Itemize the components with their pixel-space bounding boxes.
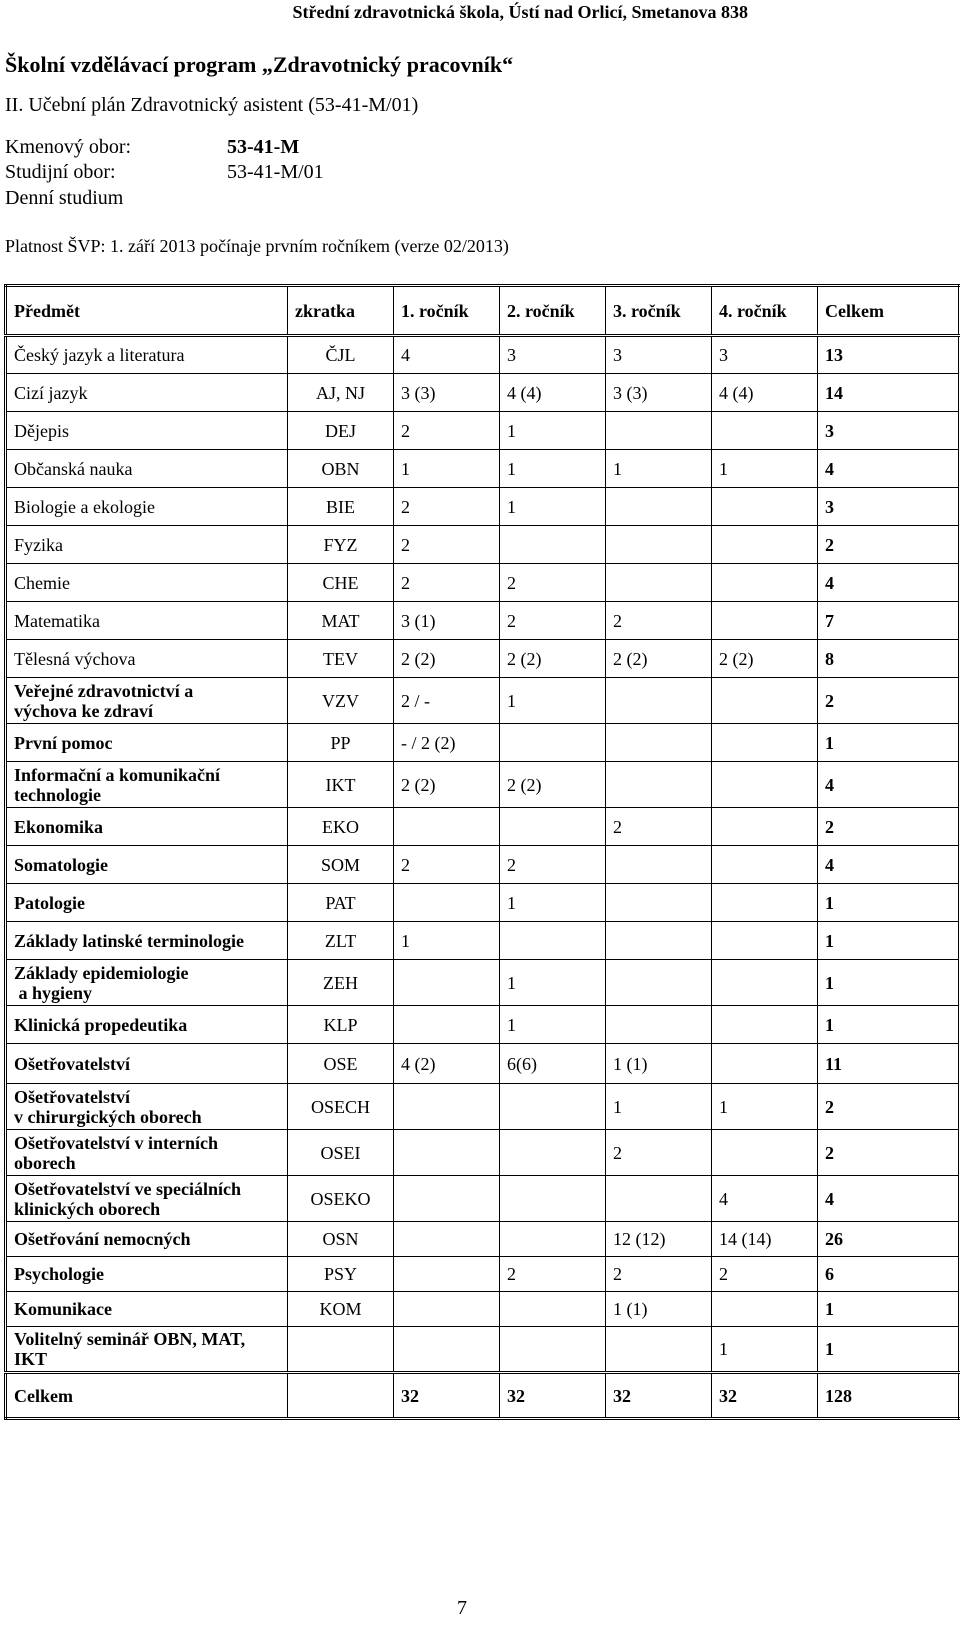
- abbr-cell: ZLT: [288, 922, 394, 960]
- total-cell: 4: [818, 846, 960, 884]
- subject-line: První pomoc: [14, 732, 113, 753]
- year4-cell: [712, 960, 818, 1006]
- programme-title: Školní vzdělávací program „Zdravotnický pracovník“: [5, 52, 514, 77]
- subject-cell: [6, 450, 288, 488]
- year1-cell: [394, 1176, 500, 1222]
- total-cell: 6: [818, 1257, 960, 1292]
- subject-cell: [6, 640, 288, 678]
- year4-cell: [712, 808, 818, 846]
- abbr-cell: OSEKO: [288, 1176, 394, 1222]
- year4-cell: 1: [712, 1084, 818, 1130]
- subject-cell: [6, 960, 288, 1006]
- year4-cell: [712, 564, 818, 602]
- col-abbr-header: zkratka: [288, 286, 394, 336]
- year2-cell: [500, 1327, 606, 1373]
- total-cell: 3: [818, 412, 960, 450]
- year2-cell: [500, 1176, 606, 1222]
- abbr-cell: [288, 1327, 394, 1373]
- table-row: [6, 1292, 960, 1327]
- subject-cell: [6, 678, 288, 724]
- total-year1-cell: 32: [394, 1373, 500, 1419]
- subject-cell: [6, 1292, 288, 1327]
- total-cell: 4: [818, 450, 960, 488]
- abbr-cell: KLP: [288, 1006, 394, 1044]
- table-row: [6, 678, 960, 724]
- subject-line: Dějepis: [14, 420, 69, 441]
- grand-total-cell: 128: [818, 1373, 960, 1419]
- table-row: [6, 846, 960, 884]
- subject-cell: [6, 412, 288, 450]
- subject-line: Komunikace: [14, 1299, 113, 1319]
- abbr-cell: IKT: [288, 762, 394, 808]
- abbr-cell: MAT: [288, 602, 394, 640]
- subject-cell: [6, 724, 288, 762]
- header-row: [6, 286, 960, 336]
- total-cell: 1: [818, 960, 960, 1006]
- year2-cell: [500, 1084, 606, 1130]
- year1-cell: 4: [394, 336, 500, 374]
- total-cell: 4: [818, 762, 960, 808]
- page-number: 7: [457, 1597, 467, 1619]
- year3-cell: [606, 922, 712, 960]
- table-row: [6, 922, 960, 960]
- base-field-label: Kmenový obor:: [5, 136, 132, 158]
- total-cell: 7: [818, 602, 960, 640]
- year2-cell: [500, 808, 606, 846]
- subject-line: Základy latinské terminologie: [14, 930, 245, 951]
- year3-cell: 3 (3): [606, 374, 712, 412]
- year1-cell: 3 (1): [394, 602, 500, 640]
- year1-cell: 2: [394, 412, 500, 450]
- year2-cell: 4 (4): [500, 374, 606, 412]
- year1-cell: [394, 1130, 500, 1176]
- subject-cell: [6, 808, 288, 846]
- year3-cell: [606, 488, 712, 526]
- year4-cell: 3: [712, 336, 818, 374]
- year2-cell: 1: [500, 1006, 606, 1044]
- col-year4-header: 4. ročník: [712, 286, 818, 336]
- total-cell: 14: [818, 374, 960, 412]
- subject-line: Ošetřovatelství: [14, 1053, 130, 1074]
- subject-line: Volitelný seminář OBN, MAT,: [14, 1329, 246, 1349]
- table-row: [6, 1006, 960, 1044]
- total-abbr-cell: [288, 1373, 394, 1419]
- subject-cell: [6, 336, 288, 374]
- table-row: [6, 450, 960, 488]
- year4-cell: [712, 846, 818, 884]
- abbr-cell: VZV: [288, 678, 394, 724]
- table-row: [6, 564, 960, 602]
- year1-cell: 2 (2): [394, 762, 500, 808]
- abbr-cell: DEJ: [288, 412, 394, 450]
- subject-cell: [6, 846, 288, 884]
- year3-cell: [606, 412, 712, 450]
- year2-cell: [500, 724, 606, 762]
- table-row: [6, 1130, 960, 1176]
- table-row: [6, 640, 960, 678]
- year4-cell: [712, 1130, 818, 1176]
- subject-line: Patologie: [14, 892, 85, 913]
- abbr-cell: OBN: [288, 450, 394, 488]
- total-row: [6, 1373, 960, 1419]
- total-cell: 2: [818, 808, 960, 846]
- subject-line: Občanská nauka: [14, 458, 133, 479]
- curriculum-table: [4, 284, 960, 1420]
- year4-cell: [712, 488, 818, 526]
- abbr-cell: PSY: [288, 1257, 394, 1292]
- subject-line: Ošetřovatelství v interních: [14, 1132, 218, 1153]
- year4-cell: [712, 762, 818, 808]
- subject-line: Matematika: [14, 610, 100, 631]
- subject-line: Ošetřovatelství: [14, 1086, 130, 1107]
- subject-cell: [6, 762, 288, 808]
- subject-line: technologie: [14, 784, 101, 805]
- year2-cell: 3: [500, 336, 606, 374]
- table-row: [6, 1044, 960, 1084]
- year4-cell: [712, 922, 818, 960]
- year3-cell: 1 (1): [606, 1292, 712, 1327]
- abbr-cell: TEV: [288, 640, 394, 678]
- year2-cell: [500, 922, 606, 960]
- year2-cell: 2: [500, 1257, 606, 1292]
- year1-cell: 2 / -: [394, 678, 500, 724]
- year3-cell: [606, 1006, 712, 1044]
- abbr-cell: CHE: [288, 564, 394, 602]
- subject-line: Český jazyk a literatura: [14, 345, 185, 365]
- base-field-line: [5, 136, 299, 159]
- table-row: [6, 336, 960, 374]
- abbr-cell: EKO: [288, 808, 394, 846]
- year2-cell: 1: [500, 488, 606, 526]
- year3-cell: [606, 1176, 712, 1222]
- total-cell: 1: [818, 724, 960, 762]
- year3-cell: [606, 762, 712, 808]
- subject-cell: [6, 1006, 288, 1044]
- year3-cell: [606, 960, 712, 1006]
- total-cell: 3: [818, 488, 960, 526]
- subject-line: Fyzika: [14, 534, 63, 555]
- year4-cell: [712, 1044, 818, 1084]
- subject-cell: [6, 374, 288, 412]
- abbr-cell: OSEI: [288, 1130, 394, 1176]
- table-row: [6, 374, 960, 412]
- year3-cell: [606, 846, 712, 884]
- subject-cell: [6, 526, 288, 564]
- year1-cell: [394, 1327, 500, 1373]
- total-year4-cell: 32: [712, 1373, 818, 1419]
- subject-line: a hygieny: [14, 982, 93, 1003]
- year2-cell: 1: [500, 678, 606, 724]
- total-cell: 8: [818, 640, 960, 678]
- total-cell: 1: [818, 884, 960, 922]
- subject-cell: [6, 1176, 288, 1222]
- year2-cell: [500, 1292, 606, 1327]
- table-row: [6, 412, 960, 450]
- total-cell: 1: [818, 1006, 960, 1044]
- year1-cell: 4 (2): [394, 1044, 500, 1084]
- year3-cell: 2: [606, 1130, 712, 1176]
- year1-cell: 1: [394, 450, 500, 488]
- table-row: [6, 1222, 960, 1257]
- year1-cell: 1: [394, 922, 500, 960]
- abbr-cell: ČJL: [288, 336, 394, 374]
- subject-line: Základy epidemiologie: [14, 962, 189, 983]
- year1-cell: [394, 1292, 500, 1327]
- year3-cell: 2: [606, 808, 712, 846]
- subject-cell: [6, 1084, 288, 1130]
- year4-cell: 2: [712, 1257, 818, 1292]
- year4-cell: [712, 1006, 818, 1044]
- abbr-cell: ZEH: [288, 960, 394, 1006]
- subject-cell: [6, 602, 288, 640]
- year3-cell: 3: [606, 336, 712, 374]
- year4-cell: [712, 724, 818, 762]
- subject-line: výchova ke zdraví: [14, 700, 153, 721]
- subject-line: Ekonomika: [14, 816, 104, 837]
- total-label-cell: Celkem: [6, 1373, 288, 1419]
- subject-line: Somatologie: [14, 854, 108, 875]
- year4-cell: [712, 678, 818, 724]
- subject-cell: [6, 884, 288, 922]
- abbr-cell: AJ, NJ: [288, 374, 394, 412]
- year3-cell: [606, 1327, 712, 1373]
- table-row: [6, 762, 960, 808]
- abbr-cell: SOM: [288, 846, 394, 884]
- year4-cell: 1: [712, 450, 818, 488]
- year4-cell: [712, 1292, 818, 1327]
- year4-cell: 4 (4): [712, 374, 818, 412]
- year2-cell: [500, 526, 606, 564]
- study-form: Denní studium: [5, 187, 124, 209]
- total-cell: 26: [818, 1222, 960, 1257]
- year3-cell: [606, 564, 712, 602]
- year4-cell: 1: [712, 1327, 818, 1373]
- abbr-cell: OSE: [288, 1044, 394, 1084]
- year4-cell: [712, 602, 818, 640]
- year4-cell: [712, 884, 818, 922]
- subject-line: Klinická propedeutika: [14, 1014, 188, 1035]
- subject-line: Informační a komunikační: [14, 764, 221, 785]
- subject-line: Psychologie: [14, 1264, 104, 1284]
- year2-cell: [500, 1222, 606, 1257]
- year4-cell: 2 (2): [712, 640, 818, 678]
- year2-cell: 2: [500, 846, 606, 884]
- year1-cell: - / 2 (2): [394, 724, 500, 762]
- year1-cell: 2: [394, 526, 500, 564]
- year2-cell: 6(6): [500, 1044, 606, 1084]
- total-cell: 2: [818, 1130, 960, 1176]
- total-cell: 4: [818, 1176, 960, 1222]
- year1-cell: [394, 960, 500, 1006]
- subject-line: Chemie: [14, 572, 70, 593]
- year3-cell: 1: [606, 1084, 712, 1130]
- year1-cell: [394, 1084, 500, 1130]
- validity-note: Platnost ŠVP: 1. září 2013 počínaje prvním ročníkem (verze 02/2013): [5, 236, 509, 256]
- subject-cell: [6, 488, 288, 526]
- col-total-header: Celkem: [818, 286, 960, 336]
- total-cell: 11: [818, 1044, 960, 1084]
- abbr-cell: KOM: [288, 1292, 394, 1327]
- table-row: [6, 808, 960, 846]
- year2-cell: 1: [500, 450, 606, 488]
- year1-cell: [394, 808, 500, 846]
- abbr-cell: PP: [288, 724, 394, 762]
- col-year2-header: 2. ročník: [500, 286, 606, 336]
- year4-cell: 4: [712, 1176, 818, 1222]
- subject-cell: [6, 1222, 288, 1257]
- year3-cell: 1: [606, 450, 712, 488]
- table-row: [6, 1176, 960, 1222]
- year3-cell: [606, 884, 712, 922]
- year3-cell: 2: [606, 602, 712, 640]
- subject-line: IKT: [14, 1349, 48, 1369]
- subject-line: Tělesná výchova: [14, 648, 136, 669]
- year1-cell: 2: [394, 488, 500, 526]
- year2-cell: 1: [500, 884, 606, 922]
- year1-cell: [394, 1006, 500, 1044]
- curriculum-body: [6, 286, 960, 1419]
- school-name: Střední zdravotnická škola, Ústí nad Orlicí, Smetanova 838: [292, 2, 748, 22]
- table-row: [6, 960, 960, 1006]
- abbr-cell: OSN: [288, 1222, 394, 1257]
- total-cell: 2: [818, 526, 960, 564]
- total-year2-cell: 32: [500, 1373, 606, 1419]
- year4-cell: 14 (14): [712, 1222, 818, 1257]
- subject-line: Ošetřovatelství ve speciálních: [14, 1178, 241, 1199]
- table-row: [6, 724, 960, 762]
- total-cell: 1: [818, 1292, 960, 1327]
- base-field-value: 53-41-M: [227, 136, 300, 158]
- table-row: [6, 526, 960, 564]
- year2-cell: 2 (2): [500, 640, 606, 678]
- year2-cell: 1: [500, 412, 606, 450]
- year3-cell: 2: [606, 1257, 712, 1292]
- table-row: [6, 1257, 960, 1292]
- year2-cell: 1: [500, 960, 606, 1006]
- abbr-cell: FYZ: [288, 526, 394, 564]
- subject-cell: [6, 1327, 288, 1373]
- total-cell: 1: [818, 922, 960, 960]
- year4-cell: [712, 526, 818, 564]
- total-cell: 1: [818, 1327, 960, 1373]
- col-subject-header: Předmět: [6, 286, 288, 336]
- table-row: [6, 884, 960, 922]
- total-cell: 13: [818, 336, 960, 374]
- year1-cell: 2: [394, 564, 500, 602]
- year3-cell: [606, 526, 712, 564]
- year1-cell: [394, 1222, 500, 1257]
- year1-cell: [394, 1257, 500, 1292]
- subject-line: klinických oborech: [14, 1198, 161, 1219]
- year3-cell: 2 (2): [606, 640, 712, 678]
- col-year1-header: 1. ročník: [394, 286, 500, 336]
- subject-cell: [6, 1130, 288, 1176]
- table-row: [6, 1084, 960, 1130]
- study-field-value: 53-41-M/01: [227, 161, 324, 183]
- year3-cell: 12 (12): [606, 1222, 712, 1257]
- year3-cell: [606, 678, 712, 724]
- year1-cell: 2 (2): [394, 640, 500, 678]
- study-field-label: Studijní obor:: [5, 161, 116, 183]
- table-row: [6, 1327, 960, 1373]
- subject-line: v chirurgických oborech: [14, 1106, 202, 1127]
- table-row: [6, 602, 960, 640]
- subject-cell: [6, 1044, 288, 1084]
- year1-cell: 2: [394, 846, 500, 884]
- year1-cell: [394, 884, 500, 922]
- year3-cell: [606, 724, 712, 762]
- year4-cell: [712, 412, 818, 450]
- subject-cell: [6, 922, 288, 960]
- table-row: [6, 488, 960, 526]
- year2-cell: 2: [500, 602, 606, 640]
- year1-cell: 3 (3): [394, 374, 500, 412]
- subject-cell: [6, 1257, 288, 1292]
- study-field-line: [5, 161, 324, 184]
- abbr-cell: PAT: [288, 884, 394, 922]
- total-cell: 2: [818, 678, 960, 724]
- subject-line: oborech: [14, 1152, 76, 1173]
- abbr-cell: BIE: [288, 488, 394, 526]
- year2-cell: 2 (2): [500, 762, 606, 808]
- total-cell: 2: [818, 1084, 960, 1130]
- year2-cell: [500, 1130, 606, 1176]
- total-cell: 4: [818, 564, 960, 602]
- subject-line: Biologie a ekologie: [14, 496, 155, 517]
- col-year3-header: 3. ročník: [606, 286, 712, 336]
- subject-line: Ošetřování nemocných: [14, 1229, 191, 1249]
- year3-cell: 1 (1): [606, 1044, 712, 1084]
- total-year3-cell: 32: [606, 1373, 712, 1419]
- subject-line: Cizí jazyk: [14, 382, 88, 403]
- year2-cell: 2: [500, 564, 606, 602]
- subject-cell: [6, 564, 288, 602]
- subject-line: Veřejné zdravotnictví a: [14, 680, 194, 701]
- abbr-cell: OSECH: [288, 1084, 394, 1130]
- plan-title: II. Učební plán Zdravotnický asistent (53-41-M/01): [5, 94, 419, 116]
